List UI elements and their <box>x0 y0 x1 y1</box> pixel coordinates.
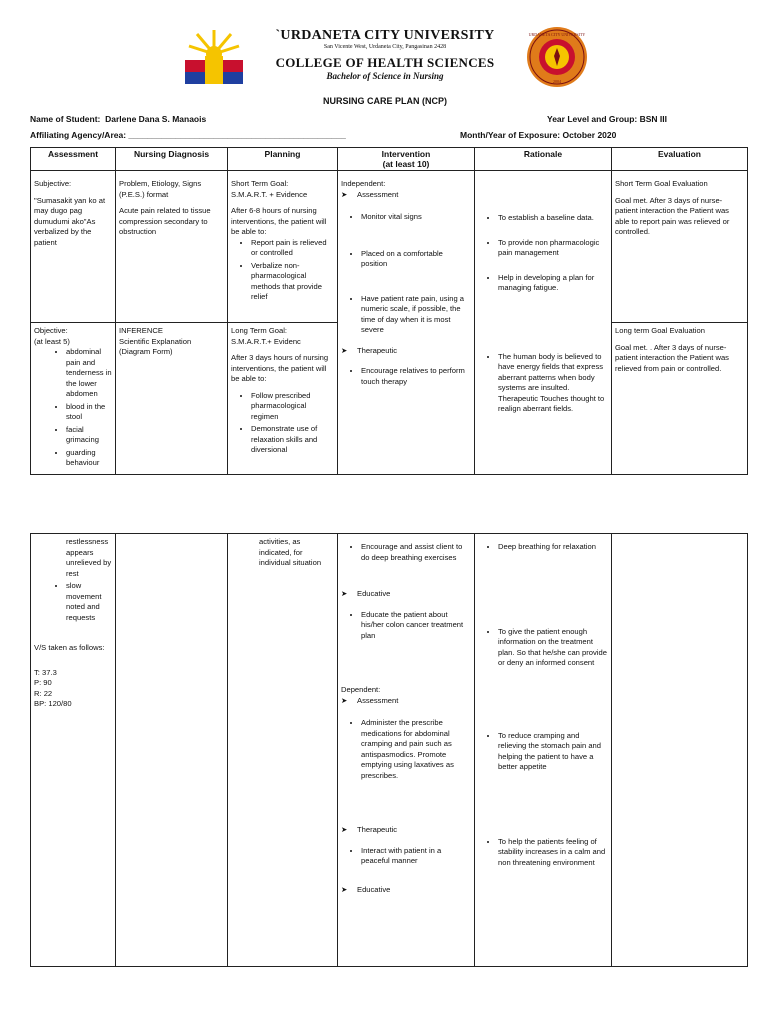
list-item: restlessness appears unrelieved by rest <box>66 537 112 578</box>
year-label: Year Level and Group: <box>547 114 638 124</box>
col-diagnosis: Nursing Diagnosis <box>116 148 228 171</box>
dependent-label: Dependent: <box>341 685 381 694</box>
university-name: `URDANETA CITY UNIVERSITY <box>275 28 495 43</box>
year-line <box>547 114 667 124</box>
arrow-icon: ➤ <box>341 189 348 199</box>
list-item: • facial grimacing <box>66 425 112 446</box>
list-item: • Administer the prescribe medications for abdominal cramping and pain such as antispasmodics. Promote emptying using laxatives as prescribes. <box>361 718 471 781</box>
list-item: • Interact with patient in a peaceful manner <box>361 846 471 867</box>
student-line <box>30 114 206 124</box>
intervention-cell <box>338 171 475 475</box>
agency-line: Affiliating Agency/Area: ______________________________________________ <box>30 130 346 140</box>
ncp-table-page1 <box>30 147 748 475</box>
list-item: • Placed on a comfortable position <box>361 249 471 270</box>
list-item: • Help in developing a plan for managing fatigue. <box>498 273 608 294</box>
educative-label-2: Educative <box>357 884 391 894</box>
objective-cell <box>31 323 116 475</box>
vs-label: V/S taken as follows: <box>34 643 105 652</box>
ltg-eval-cell <box>612 323 748 475</box>
list-item: • To provide non pharmacologic pain management <box>498 238 608 259</box>
left-logo <box>183 26 245 86</box>
form-title: NURSING CARE PLAN (NCP) <box>322 96 447 106</box>
list-item: • Follow prescribed pharmacological regimen <box>251 391 334 423</box>
ltg-smart: S.M.A.R.T.+ Evidenc <box>231 336 301 346</box>
ltg-cell <box>228 323 338 475</box>
vs-temp: T: 37.3 <box>34 667 57 677</box>
stg-eval-label: Short Term Goal Evaluation <box>615 179 708 188</box>
diagnosis-text: Acute pain related to tissue compression secondary to obstruction <box>119 206 211 236</box>
university-address: San Vicente West, Urdaneta City, Pangasinan 2428 <box>323 44 447 50</box>
list-item: • To help the patients feeling of stability increases in a calm and non threatening environment <box>498 837 608 869</box>
ltg-eval-text: Goal met. . After 3 days of nurse-patient interaction the Patient was relieved from pain or controlled. <box>615 342 729 373</box>
stg-label: Short Term Goal: <box>231 179 289 188</box>
arrow-icon: ➤ <box>341 695 348 705</box>
col-intervention-sub: (at least 10) <box>382 159 430 169</box>
list-item: • abdominal pain and tenderness in the lower abdomen <box>66 347 112 400</box>
ncp-table-page2 <box>30 533 748 967</box>
rationale-cell <box>475 171 612 475</box>
student-value: Darlene Dana S. Manaois <box>105 114 207 124</box>
diagnosis-cell <box>116 171 228 323</box>
ltg-label: Long Term Goal: <box>231 326 287 335</box>
stg-text: After 6-8 hours of nursing interventions, the patient will be able to: <box>231 206 327 236</box>
ltg-cont: activities, as indicated, for individual situation <box>259 537 322 567</box>
month-line <box>460 130 616 140</box>
therapeutic-label: Therapeutic <box>357 825 398 834</box>
list-item: • Encourage relatives to perform touch therapy <box>361 366 471 387</box>
subjective-label: Subjective: <box>34 179 72 188</box>
arrow-icon: ➤ <box>341 825 348 834</box>
assessment-label: Assessment <box>357 695 399 705</box>
month-label: Month/Year of Exposure: <box>460 130 561 140</box>
list-item <box>341 885 471 896</box>
year-value: BSN III <box>639 114 668 124</box>
program-name: Bachelor of Science in Nursing <box>326 71 444 81</box>
vs-bp: BP: 120/80 <box>34 699 72 708</box>
seal-year: 2004 <box>553 79 561 84</box>
col-intervention <box>338 148 475 171</box>
list-item <box>341 825 471 836</box>
list-item: • Demonstrate use of relaxation skills and diversional <box>251 424 334 456</box>
vs-list <box>34 668 112 710</box>
list-item: • Educate the patient about his/her colon cancer treatment plan <box>361 610 471 642</box>
arrow-icon: ➤ <box>341 884 348 894</box>
list-item: • guarding behaviour <box>66 448 112 469</box>
inference-text: Scientific Explanation (Diagram Form) <box>119 336 192 356</box>
vs-pulse: P: 90 <box>34 678 52 687</box>
arrow-icon: ➤ <box>341 345 348 355</box>
list-item: • Verbalize non-pharmacological methods that provide relief <box>251 261 334 303</box>
list-item: • Monitor vital signs <box>361 212 471 223</box>
list-item: • blood in the stool <box>66 402 112 423</box>
ltg-text: After 3 days hours of nursing interventions, the patient will be able to: <box>231 353 329 383</box>
list-item <box>341 696 471 707</box>
month-value: October 2020 <box>562 130 617 140</box>
list-item: • Encourage and assist client to do deep breathing exercises <box>361 542 471 563</box>
stg-cell <box>228 171 338 323</box>
list-item: • To reduce cramping and relieving the stomach pain and helping the patient to have a better appetite <box>498 731 608 773</box>
independent-label: Independent: <box>341 179 386 188</box>
rationale-cont-cell <box>475 534 612 967</box>
stg-smart: S.M.A.R.T. + Evidence <box>231 189 308 199</box>
stg-eval-text: Goal met. After 3 days of nurse-patient interaction the Patient was able to report pain was relieved or controlled. <box>615 195 730 236</box>
therapeutic-label: Therapeutic <box>357 345 398 355</box>
inference-cell <box>116 323 228 475</box>
seal-text: URDANETA CITY UNIVERSITY <box>528 32 586 37</box>
list-item: • slow movement noted and requests <box>66 581 112 623</box>
stg-eval-cell <box>612 171 748 323</box>
objective-cont-cell <box>31 534 116 967</box>
list-item <box>341 190 471 201</box>
col-assessment: Assessment <box>31 148 116 171</box>
col-evaluation: Evaluation <box>612 148 748 171</box>
col-rationale: Rationale <box>475 148 612 171</box>
list-item <box>341 589 471 600</box>
list-item: • The human body is believed to have energy fields that express aberrant patterns when body systems are insulted. Therapeutic Touches thought to realign aberrant fields. <box>498 352 608 415</box>
list-item: • To establish a baseline data. <box>498 213 608 224</box>
educative-label: Educative <box>357 589 391 598</box>
objective-label: Objective: <box>34 326 68 335</box>
diagnosis-format: Problem, Etiology, Signs (P.E.S.) format <box>119 179 202 199</box>
student-label: Name of Student: <box>30 114 101 124</box>
col-intervention-label: Intervention <box>381 149 431 159</box>
inference-label: INFERENCE <box>119 326 163 335</box>
assessment-label: Assessment <box>357 189 399 199</box>
vs-resp: R: 22 <box>34 688 53 698</box>
university-seal <box>526 26 588 88</box>
list-item: • To give the patient enough information on the treatment plan. So that he/she can provide or deny an informed consent <box>498 627 608 669</box>
college-name: COLLEGE OF HEALTH SCIENCES <box>275 55 495 70</box>
objective-sub: (at least 5) <box>34 336 70 346</box>
col-planning: Planning <box>228 148 338 171</box>
subjective-quote: "Sumasakit yan ko at may dugo pag dumudumi ako"As verbalized by the patient <box>34 195 106 247</box>
list-item: • Have patient rate pain, using a numeric scale, if possible, the time of day when it is most severe <box>361 294 471 336</box>
intervention-cont-cell <box>338 534 475 967</box>
diagnosis-cont-cell <box>116 534 228 967</box>
subjective-cell <box>31 171 116 323</box>
list-item <box>341 346 471 357</box>
list-item: • Deep breathing for relaxation <box>498 542 608 553</box>
evaluation-cont-cell <box>612 534 748 967</box>
list-item: • Report pain is relieved or controlled <box>251 238 334 259</box>
arrow-icon: ➤ <box>341 589 348 598</box>
ltg-cont-cell <box>228 534 338 967</box>
ltg-eval-label: Long term Goal Evaluation <box>615 326 705 335</box>
